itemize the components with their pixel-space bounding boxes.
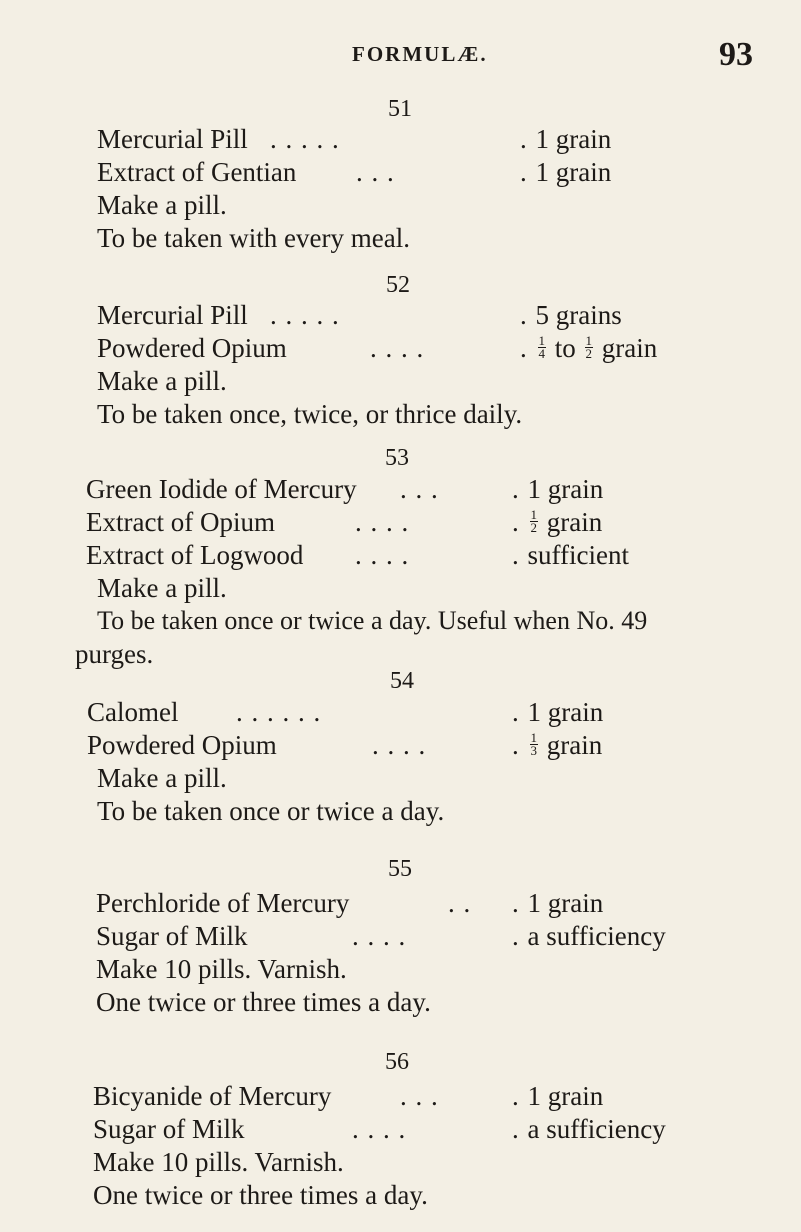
formula-number: 51 — [388, 96, 412, 122]
quantity-value: 5 grains — [535, 300, 622, 330]
quantity-value: 1 grain — [527, 697, 604, 727]
leader-dots: . . . . — [372, 730, 427, 760]
formula-number: 52 — [386, 272, 410, 298]
leader-dots: . — [520, 333, 536, 363]
quantity-unit: grain — [546, 730, 603, 760]
fraction-denominator: 2 — [585, 346, 593, 362]
ingredient-quantity — [512, 507, 602, 538]
ingredient-label: Extract of Logwood — [86, 540, 304, 570]
fraction-numerator: 1 — [530, 730, 537, 746]
ingredient-label: Calomel — [87, 697, 179, 727]
leader-dots: . — [512, 697, 528, 727]
ingredient-label: Powdered Opium — [97, 333, 287, 363]
quantity-value: 1 grain — [535, 124, 612, 154]
leader-dots: . . . . . — [270, 300, 340, 330]
ingredient-quantity — [520, 157, 611, 188]
ingredient-name — [97, 333, 287, 364]
fraction-denominator: 3 — [530, 743, 537, 759]
instruction-line: Make a pill. — [97, 763, 227, 793]
ingredient-name — [86, 474, 357, 505]
ingredient-name — [87, 730, 277, 761]
instruction-line: To be taken once or twice a day. — [97, 796, 445, 826]
leader-dots: . . . . — [370, 333, 425, 363]
quantity-value: a sufficiency — [527, 921, 666, 951]
instruction-line: Make a pill. — [97, 190, 227, 220]
fraction-numerator: 1 — [538, 333, 545, 349]
instruction-line: To be taken with every meal. — [97, 223, 410, 253]
ingredient-label: Sugar of Milk — [93, 1114, 245, 1144]
fraction — [538, 335, 547, 360]
leader-dots: . . . — [400, 474, 439, 504]
instruction-line: To be taken once, twice, or thrice daily. — [97, 399, 523, 429]
fraction-numerator: 1 — [530, 507, 537, 523]
ingredient-label: Sugar of Milk — [96, 921, 248, 951]
ingredient-quantity — [512, 730, 602, 761]
quantity-connector: to — [554, 333, 576, 363]
leader-dots: . — [512, 1081, 528, 1111]
ingredient-label: Green Iodide of Mercury — [86, 474, 357, 504]
ingredient-label: Perchloride of Mercury — [96, 888, 350, 918]
leader-dots: . — [512, 730, 528, 760]
ingredient-label: Extract of Opium — [86, 507, 275, 537]
fraction-denominator: 2 — [530, 520, 537, 536]
leader-dots: . . . . — [355, 540, 410, 570]
leader-dots: . — [520, 300, 536, 330]
ingredient-name — [93, 1081, 331, 1112]
running-head — [0, 36, 801, 78]
ingredient-label: Mercurial Pill — [97, 124, 248, 154]
ingredient-quantity — [512, 540, 629, 571]
instruction-line: Make 10 pills. Varnish. — [93, 1147, 344, 1177]
ingredient-quantity — [520, 333, 657, 364]
ingredient-name — [86, 507, 275, 538]
fraction — [585, 335, 594, 360]
quantity-unit: grain — [601, 333, 658, 363]
leader-dots: . — [520, 124, 536, 154]
ingredient-name — [97, 300, 248, 331]
fraction-denominator: 4 — [538, 346, 545, 362]
ingredient-quantity — [512, 1081, 603, 1112]
ingredient-label: Extract of Gentian — [97, 157, 297, 187]
fraction-numerator: 1 — [585, 333, 593, 349]
ingredient-name — [97, 157, 296, 188]
ingredient-quantity — [512, 697, 603, 728]
fraction — [530, 732, 539, 757]
formula-number: 54 — [390, 668, 414, 694]
ingredient-name — [86, 540, 303, 571]
ingredient-label: Bicyanide of Mercury — [93, 1081, 332, 1111]
instruction-line: Make 10 pills. Varnish. — [96, 954, 347, 984]
instruction-line: Make a pill. — [97, 366, 227, 396]
ingredient-label: Mercurial Pill — [97, 300, 248, 330]
leader-dots: . . . . — [352, 1114, 407, 1144]
quantity-value: sufficient — [527, 540, 629, 570]
ingredient-label: Powdered Opium — [87, 730, 277, 760]
leader-dots: . . . . . — [270, 124, 340, 154]
fraction — [530, 509, 539, 534]
quantity-value: 1 grain — [527, 474, 604, 504]
ingredient-name — [97, 124, 248, 155]
leader-dots: . — [512, 540, 528, 570]
running-title: FORMULÆ. — [352, 42, 488, 66]
ingredient-name — [96, 888, 349, 919]
leader-dots: . . . — [400, 1081, 439, 1111]
ingredient-quantity — [512, 888, 603, 919]
formula-number: 53 — [385, 445, 409, 471]
leader-dots: . — [512, 888, 528, 918]
ingredient-name — [87, 697, 178, 728]
instruction-line: To be taken once or twice a day. Useful when No. 49 — [97, 606, 648, 635]
ingredient-quantity — [520, 300, 622, 331]
quantity-value: 1 grain — [527, 1081, 604, 1111]
formula-number: 56 — [385, 1049, 409, 1075]
ingredient-name — [96, 921, 248, 952]
leader-dots: . — [512, 474, 528, 504]
ingredient-quantity — [512, 474, 603, 505]
ingredient-name — [93, 1114, 245, 1145]
instruction-line: purges. — [75, 639, 154, 669]
quantity-value: 1 grain — [535, 157, 612, 187]
ingredient-quantity — [512, 921, 666, 952]
instruction-line: One twice or three times a day. — [96, 987, 431, 1017]
leader-dots: . — [512, 1114, 528, 1144]
leader-dots: . . . . . . — [236, 697, 322, 727]
leader-dots: . — [520, 157, 536, 187]
quantity-value: a sufficiency — [527, 1114, 666, 1144]
instruction-line: One twice or three times a day. — [93, 1180, 428, 1210]
leader-dots: . — [512, 507, 528, 537]
leader-dots: . . . . — [355, 507, 410, 537]
instruction-line: Make a pill. — [97, 573, 227, 603]
quantity-value: 1 grain — [527, 888, 604, 918]
ingredient-quantity — [520, 124, 611, 155]
formula-number: 55 — [388, 856, 412, 882]
ingredient-quantity — [512, 1114, 666, 1145]
leader-dots: . — [512, 921, 528, 951]
leader-dots: . . . — [356, 157, 395, 187]
quantity-unit: grain — [546, 507, 603, 537]
page-number: 93 — [719, 36, 753, 73]
leader-dots: . . . . — [352, 921, 407, 951]
leader-dots: . . — [448, 888, 472, 918]
